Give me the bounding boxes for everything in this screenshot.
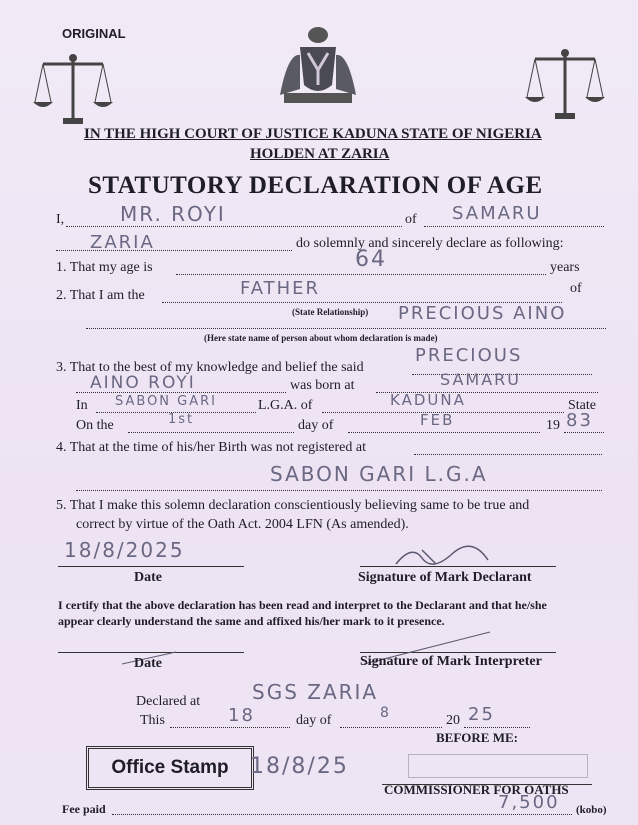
state-relationship-note: (State Relationship): [292, 307, 369, 317]
declarant-name-line: [66, 226, 402, 227]
office-stamp-box: [86, 746, 254, 790]
handwritten-declaration-date: 18/8/2025: [64, 538, 185, 562]
item4-text: 4. That at the time of his/her Birth was not registered at: [56, 440, 366, 455]
handwritten-lga: KADUNA: [390, 391, 466, 409]
signature-mark-interpreter-label: Signature of Mark Interpreter: [360, 654, 542, 669]
date-label-2: Date: [134, 656, 162, 671]
handwritten-age: 64: [355, 247, 387, 272]
declarant-signature-line: [360, 566, 556, 567]
handwritten-day: 1st: [168, 412, 195, 427]
fee-paid-label: Fee paid: [62, 802, 106, 816]
handwritten-stamp-date: 18/8/25: [250, 754, 349, 779]
handwritten-person-name: PRECIOUS AINO: [398, 303, 567, 324]
kobo-label: (kobo): [576, 804, 607, 816]
intro-i-label: I,: [56, 212, 65, 227]
commissioner-label: COMMISSIONER FOR OATHS: [384, 782, 569, 797]
year-prefix: 19: [546, 418, 560, 433]
item2-text: 2. That I am the: [56, 288, 145, 303]
day-of-label: day of: [298, 418, 334, 433]
date-line: [58, 566, 244, 567]
scales-of-justice-left-icon: [33, 50, 113, 130]
declare-text: do solemnly and sincerely declare as following:: [296, 236, 564, 251]
this-month-line: [340, 727, 442, 728]
certify-line2: appear clearly understand the same and affixed his/her mark to it presence.: [58, 614, 445, 628]
item2-of-label: of: [570, 281, 582, 296]
here-state-note: (Here state name of person about whom declaration is made): [204, 333, 438, 343]
of-label: of: [405, 212, 417, 227]
handwritten-born-place: SAMARU: [440, 370, 521, 389]
handwritten-said-name2: AINO ROYI: [90, 373, 196, 393]
handwritten-registered-at: SABON GARI L.G.A: [270, 462, 488, 486]
before-me-label: BEFORE ME:: [436, 730, 518, 745]
item3-text: 3. That to the best of my knowledge and belief the said: [56, 360, 364, 375]
handwritten-of-place: SAMARU: [452, 203, 542, 224]
handwritten-this-year: 25: [468, 704, 495, 725]
registered-line-2: [76, 490, 602, 491]
item5-line1: 5. That I make this solemn declaration conscientiously believing same to be true and: [56, 498, 530, 513]
handwritten-relationship: FATHER: [240, 278, 321, 299]
in-label: In: [76, 398, 88, 413]
fee-line: [112, 814, 572, 815]
of-place-line: [424, 226, 604, 227]
handwritten-this-day: 18: [228, 705, 255, 726]
handwritten-in-place: SABON GARI: [115, 394, 217, 409]
date-label: Date: [134, 570, 162, 585]
lga-label: L.G.A. of: [258, 398, 313, 413]
item1-text: 1. That my age is: [56, 260, 153, 275]
signature-mark-declarant-label: Signature of Mark Declarant: [358, 570, 532, 585]
on-the-label: On the: [76, 418, 114, 433]
item5-line2: correct by virtue of the Oath Act. 2004 LFN (As amended).: [76, 517, 409, 532]
registered-line-1: [414, 454, 602, 455]
court-rubber-stamp: [408, 754, 588, 778]
coat-of-arms-emblem: [270, 25, 366, 107]
year-line: [564, 432, 604, 433]
court-heading: IN THE HIGH COURT OF JUSTICE KADUNA STATE OF NIGERIA: [84, 126, 542, 142]
document-title: STATUTORY DECLARATION OF AGE: [88, 172, 543, 199]
original-label: ORIGINAL: [62, 26, 126, 41]
this-label: This: [140, 713, 165, 728]
handwritten-fee: 7,500: [498, 792, 560, 813]
day-of-label-2: day of: [296, 713, 332, 728]
handwritten-town: ZARIA: [90, 232, 155, 253]
handwritten-said-name1: PRECIOUS: [415, 345, 523, 366]
court-location: HOLDEN AT ZARIA: [250, 146, 390, 162]
born-at-label: was born at: [290, 378, 355, 393]
this-year-line: [464, 727, 530, 728]
office-stamp-label: Office Stamp: [111, 757, 229, 778]
day-line: [128, 432, 294, 433]
year-20-label: 20: [446, 713, 460, 728]
handwritten-declared-at: SGS ZARIA: [252, 680, 379, 704]
month-line: [348, 432, 540, 433]
handwritten-month: FEB: [420, 411, 455, 429]
handwritten-this-month: 8: [380, 705, 391, 721]
certify-line1: I certify that the above declaration has been read and interpret to the Declarant and that he/she: [58, 598, 547, 612]
scales-of-justice-right-icon: [525, 45, 605, 125]
handwritten-year: 83: [566, 410, 593, 431]
person-name-line: [86, 328, 606, 329]
years-label: years: [550, 260, 580, 275]
age-line: [176, 274, 546, 275]
state-label: State: [568, 398, 596, 413]
handwritten-declarant-name: MR. ROYI: [120, 202, 226, 226]
declared-at-label: Declared at: [136, 694, 201, 709]
this-day-line: [170, 727, 290, 728]
